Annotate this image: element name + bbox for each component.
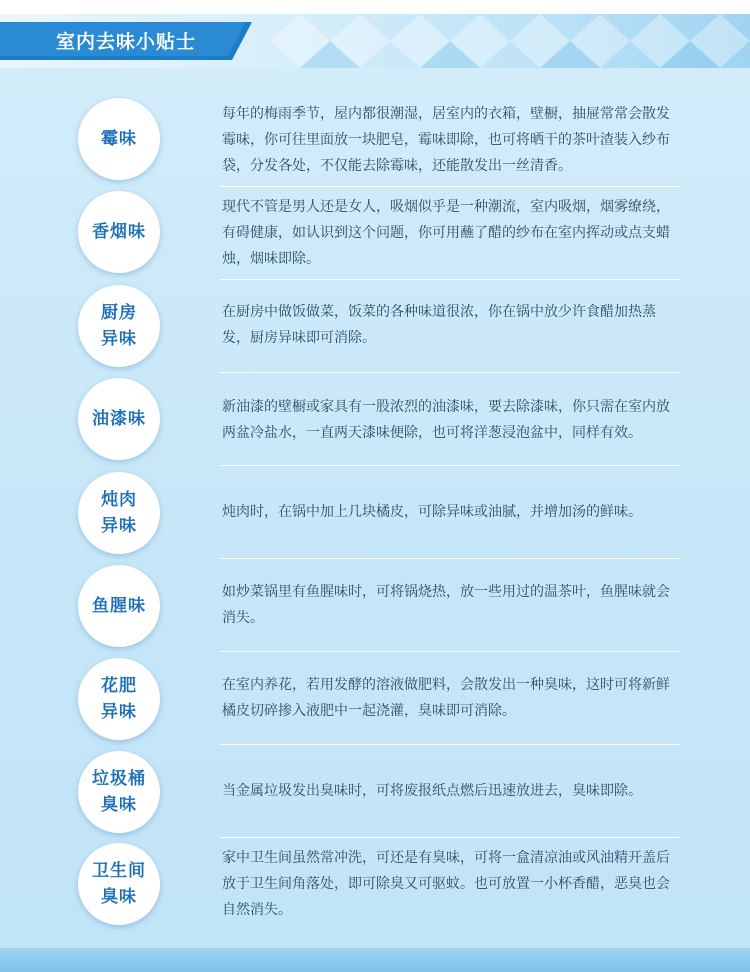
badge-label: 垃圾桶 xyxy=(92,769,146,789)
tip-badge-mildew xyxy=(78,98,160,180)
badge-label-2: 臭味 xyxy=(101,887,137,907)
page-title: 室内去味小贴士 xyxy=(56,31,197,53)
tip-badge-trash xyxy=(78,751,160,833)
tip-text-smoke: 现代不管是男人还是女人，吸烟似乎是一种潮流，室内吸烟，烟雾缭绕，有碍健康，如认识到这个问题，你可用蘸了醋的纱布在室内挥动或点支蜡烛，烟味即除。 xyxy=(222,199,670,267)
tip-text-kitchen: 在厨房中做饭做菜，饭菜的各种味道很浓，你在锅中放少许食醋加热蒸发，厨房异味即可消除。 xyxy=(222,304,656,346)
top-strip xyxy=(0,0,750,14)
tip-badge-smoke xyxy=(78,191,160,273)
badge-label: 香烟味 xyxy=(92,222,146,242)
divider xyxy=(220,558,680,559)
divider xyxy=(220,279,680,280)
badge-label: 油漆味 xyxy=(92,409,146,429)
divider xyxy=(220,837,680,838)
badge-label-2: 臭味 xyxy=(101,795,137,815)
badge-label-2: 异味 xyxy=(101,702,137,722)
badge-label: 鱼腥味 xyxy=(92,596,146,616)
tip-text-trash: 当金属垃圾发出臭味时，可将废报纸点燃后迅速放进去，臭味即除。 xyxy=(222,783,642,799)
badge-label-2: 异味 xyxy=(101,329,137,349)
badge-label: 花肥 xyxy=(101,676,137,696)
badge-label: 霉味 xyxy=(101,129,137,149)
tip-badge-paint xyxy=(78,378,160,460)
tip-badge-bathroom xyxy=(78,843,160,925)
divider xyxy=(220,186,680,187)
tip-text-fish: 如炒菜锅里有鱼腥味时，可将锅烧热，放一些用过的温茶叶，鱼腥味就会消失。 xyxy=(222,584,670,626)
divider xyxy=(220,651,680,652)
badge-label: 厨房 xyxy=(101,303,137,323)
divider xyxy=(220,465,680,466)
divider xyxy=(220,372,680,373)
tip-badge-fish xyxy=(78,565,160,647)
tip-badge-kitchen xyxy=(78,285,160,367)
tip-text-mildew: 每年的梅雨季节，屋内都很潮湿，居室内的衣箱，壁橱，抽屉常常会散发霉味，你可往里面放一块肥皂，霉味即除，也可将晒干的茶叶渣装入纱布袋，分发各处，不仅能去除霉味，还能散发出一丝清香。 xyxy=(222,106,670,174)
tip-text-fertilizer: 在室内养花，若用发酵的溶液做肥料，会散发出一种臭味，这时可将新鲜橘皮切碎掺入液肥中一起浇灌，臭味即可消除。 xyxy=(222,677,670,719)
badge-label: 卫生间 xyxy=(92,861,146,881)
divider xyxy=(220,744,680,745)
tip-text-stew: 炖肉时，在锅中加上几块橘皮，可除异味或油腻，并增加汤的鲜味。 xyxy=(222,504,642,520)
tip-badge-fertilizer xyxy=(78,658,160,740)
tip-text-bathroom: 家中卫生间虽然常冲洗，可还是有臭味，可将一盒清凉油或风油精开盖后放于卫生间角落处，即可除臭又可驱蚊。也可放置一小杯香醋，恶臭也会自然消失。 xyxy=(222,850,670,918)
tip-text-paint: 新油漆的壁橱或家具有一股浓烈的油漆味，要去除漆味，你只需在室内放两盆冷盐水，一直两天漆味便除，也可将洋葱浸泡盆中，同样有效。 xyxy=(222,399,670,441)
bottom-bar xyxy=(0,948,750,972)
badge-label-2: 异味 xyxy=(101,516,137,536)
badge-label: 炖肉 xyxy=(101,490,137,510)
tip-badge-stew xyxy=(78,472,160,554)
